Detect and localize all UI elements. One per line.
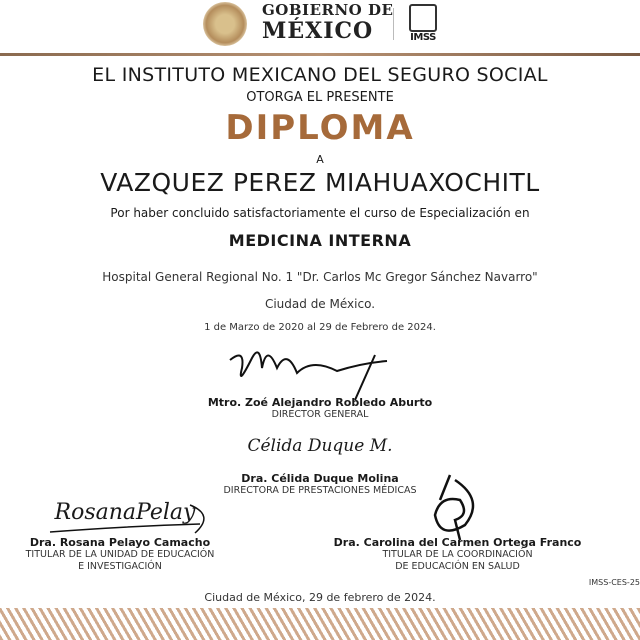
signatory-role: TITULAR DE LA UNIDAD DE EDUCACIÓN [25,549,215,560]
signatory-role-line2: E INVESTIGACIÓN [78,561,162,572]
institution: EL INSTITUTO MEXICANO DEL SEGURO SOCIAL [92,64,548,86]
imss-label: IMSS [410,32,436,43]
signatory-role: DIRECTORA DE PRESTACIONES MÉDICAS [223,485,417,496]
reason-text: Por haber concluido satisfactoriamente el curso de Especialización en [110,206,530,220]
hospital: Hospital General Regional No. 1 "Dr. Carlos Mc Gregor Sánchez Navarro" [102,270,538,284]
signatory-name: Dra. Rosana Pelayo Camacho [29,536,211,549]
signatory-name: Mtro. Zoé Alejandro Robledo Aburto [207,396,433,409]
diploma-title: DIPLOMA [225,108,415,148]
gob-line1: GOBIERNO DE [262,1,394,19]
signatory-4 [300,536,615,573]
specialty: MEDICINA INTERNA [228,231,412,250]
signatory-1 [0,396,640,421]
signatory-role: DIRECTOR GENERAL [271,409,369,420]
signature-rosana-stroke [30,500,220,540]
logo-divider [393,8,394,40]
signature-rosana: RosanaPelay [54,500,196,525]
gob-line2: MÉXICO [262,18,374,44]
gobierno-logo [262,3,393,42]
header-rule [0,53,640,56]
imss-emblem-icon [409,4,437,32]
signature-director-general [225,340,415,400]
to-text: A [316,153,324,166]
signatory-2 [0,472,640,497]
signatory-role-line2: DE EDUCACIÓN EN SALUD [395,561,520,572]
signature-celida: Célida Duque M. [247,436,393,456]
issue-date: Ciudad de México, 29 de febrero de 2024. [204,591,436,604]
period: 1 de Marzo de 2020 al 29 de Febrero de 2024. [204,322,436,333]
decorative-border [0,608,640,640]
grants-text: OTORGA EL PRESENTE [246,90,394,105]
signatory-role: TITULAR DE LA COORDINACIÓN [382,549,533,560]
document-code: IMSS-CES-25 [588,578,640,587]
imss-logo [406,4,440,43]
recipient-name: VAZQUEZ PEREZ MIAHUAXOCHITL [100,168,540,197]
signatory-name: Dra. Célida Duque Molina [241,472,399,485]
city: Ciudad de México. [264,297,376,311]
signatory-3 [0,536,240,573]
signatory-name: Dra. Carolina del Carmen Ortega Franco [333,536,582,549]
coat-of-arms-seal [203,2,247,46]
